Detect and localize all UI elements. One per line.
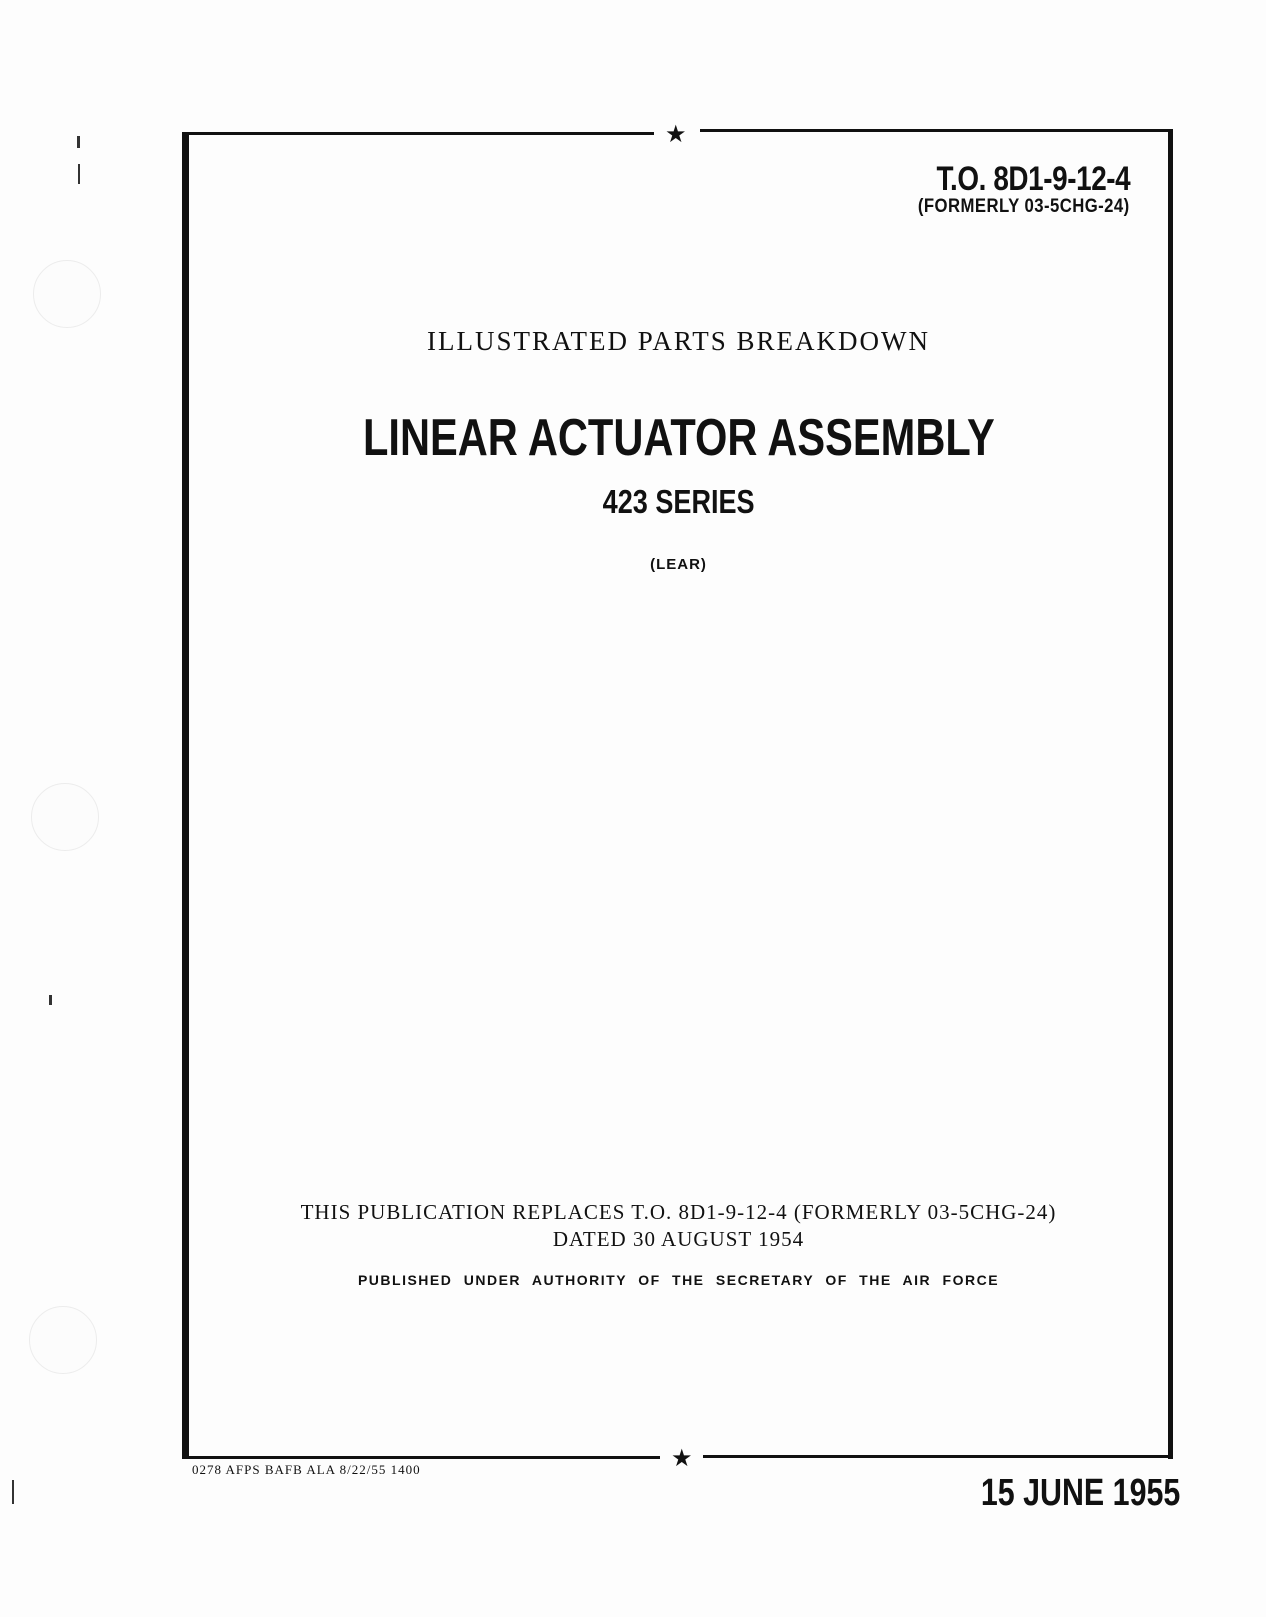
frame-bottom-right <box>703 1455 1173 1458</box>
star-bottom-icon: ★ <box>671 1444 693 1472</box>
punch-hole-bottom <box>29 1306 97 1374</box>
frame-right <box>1168 129 1173 1459</box>
scan-mark <box>12 1480 14 1504</box>
formerly-number: (FORMERLY 03-5CHG-24) <box>918 196 1130 217</box>
authority-statement <box>189 1272 1168 1288</box>
main-title <box>189 408 1168 468</box>
main-title-text: LINEAR ACTUATOR ASSEMBLY <box>362 409 995 467</box>
frame-top-right <box>700 129 1173 132</box>
series-subtitle <box>189 483 1168 521</box>
series-subtitle-text: 423 SERIES <box>602 483 755 520</box>
technical-order-number: T.O. 8D1-9-12-4 <box>936 160 1130 198</box>
star-top-icon: ★ <box>665 120 687 148</box>
punch-hole-middle <box>31 783 99 851</box>
dated-notice: DATED 30 AUGUST 1954 <box>552 1227 805 1251</box>
manufacturer-label <box>189 556 1168 573</box>
scan-mark <box>49 995 52 1005</box>
punch-hole-top <box>33 260 101 328</box>
scan-mark <box>78 164 80 184</box>
document-type-heading: ILLUSTRATED PARTS BREAKDOWN <box>427 326 930 356</box>
authority-statement-text: PUBLISHED UNDER AUTHORITY OF THE SECRETARY OF THE AIR FORCE <box>357 1272 1000 1288</box>
manufacturer-label-text: (LEAR) <box>650 556 707 573</box>
frame-left <box>182 132 189 1458</box>
frame-bottom-left <box>182 1456 660 1459</box>
replaces-notice: THIS PUBLICATION REPLACES T.O. 8D1-9-12-4 (FORMERLY 03-5CHG-24) <box>300 1200 1057 1224</box>
publication-date: 15 JUNE 1955 <box>980 1472 1180 1514</box>
frame-top-left <box>182 132 654 135</box>
printer-code: 0278 AFPS BAFB ALA 8/22/55 1400 <box>192 1462 421 1477</box>
scan-mark <box>77 136 80 148</box>
